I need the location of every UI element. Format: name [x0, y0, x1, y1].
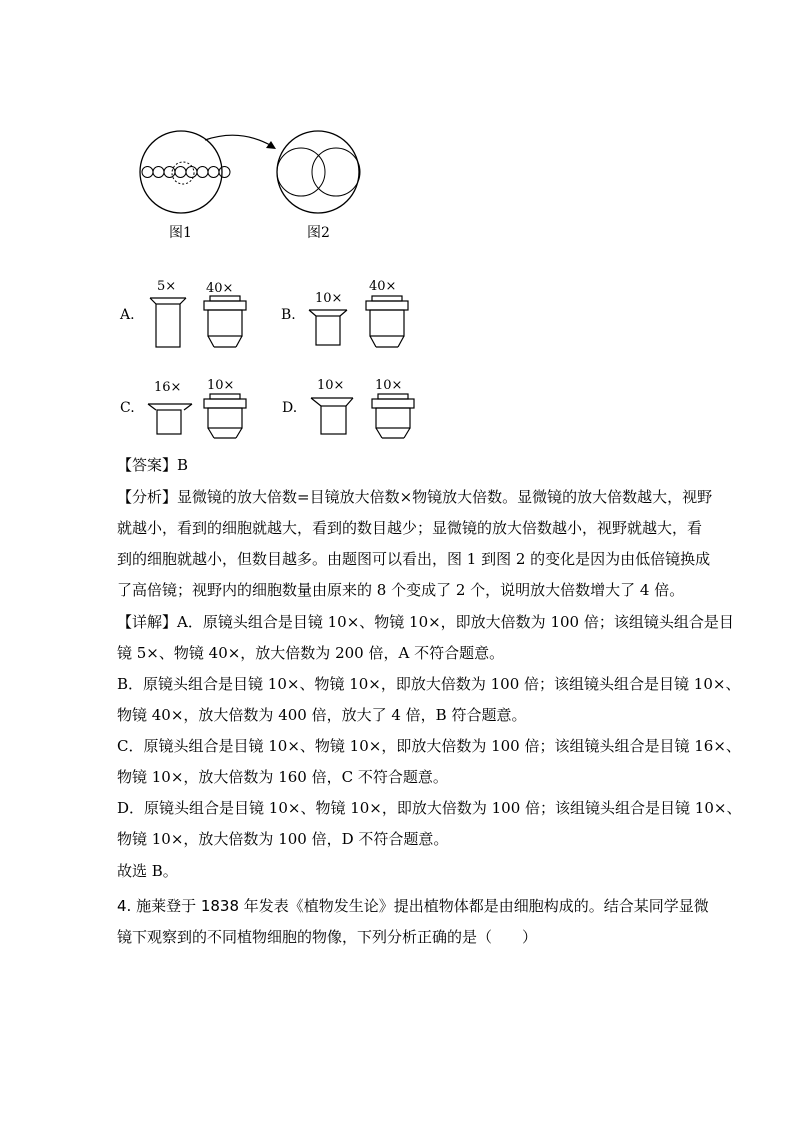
detail-line: 物镜 40×，放大倍数为 400 倍，放大了 4 倍，B 符合题意。 [117, 706, 527, 724]
detail-line: 物镜 10×，放大倍数为 160 倍，C 不符合题意。 [117, 768, 448, 786]
detail-line: 物镜 10×，放大倍数为 100 倍，D 不符合题意。 [117, 830, 449, 848]
option-c-eyepiece [148, 404, 192, 434]
option-d-letter: D. [282, 400, 298, 416]
analysis-line: 【分析】显微镜的放大倍数=目镜放大倍数×物镜放大倍数。显微镜的放大倍数越大，视野 [117, 488, 713, 506]
option-b-objective-label: 40× [369, 279, 397, 294]
option-c-letter: C. [120, 400, 135, 416]
analysis-line: 就越小，看到的细胞就越大，看到的数目越少；显微镜的放大倍数越小，视野就越大，看 [117, 519, 703, 537]
option-a-letter: A. [120, 307, 135, 323]
option-c-objective [204, 394, 246, 438]
answer-line: 【答案】B [117, 456, 189, 474]
option-b-letter: B. [281, 307, 296, 323]
question-4-line: 镜下观察到的不同植物细胞的物像，下列分析正确的是（ ） [117, 928, 538, 946]
option-a-objective [204, 296, 246, 347]
figure-1-caption: 图1 [169, 225, 192, 241]
option-d-eyepiece-label: 10× [317, 378, 345, 393]
option-d-eyepiece [311, 398, 353, 434]
analysis-line: 到的细胞就越小，但数目越多。由题图可以看出，图 1 到图 2 的变化是因为由低倍镜换成 [117, 550, 711, 568]
option-d-objective [372, 394, 414, 438]
detail-line: 【详解】A．原镜头组合是目镜 10×、物镜 10×，即放大倍数为 100 倍；该组镜头组合是目 [117, 613, 734, 631]
option-c-eyepiece-label: 16× [154, 380, 182, 395]
option-b-eyepiece-label: 10× [315, 291, 343, 306]
option-b-eyepiece [309, 310, 347, 345]
option-a-eyepiece [150, 298, 186, 347]
option-b-objective [366, 296, 408, 347]
option-a-objective-label: 40× [206, 281, 234, 296]
conclusion-line: 故选 B。 [117, 862, 178, 880]
option-a-eyepiece-label: 5× [157, 279, 177, 294]
option-d-objective-label: 10× [375, 378, 403, 393]
analysis-line: 了高倍镜；视野内的细胞数量由原来的 8 个变成了 2 个，说明放大倍数增大了 4 倍。 [117, 581, 685, 599]
detail-line: B．原镜头组合是目镜 10×、物镜 10×，即放大倍数为 100 倍；该组镜头组合是目镜 10×、 [117, 675, 741, 693]
figure-2-caption: 图2 [307, 225, 330, 241]
detail-line: 镜 5×、物镜 40×，放大倍数为 200 倍，A 不符合题意。 [117, 644, 505, 662]
question-4-line: 4. 施莱登于 1838 年发表《植物发生论》提出植物体都是由细胞构成的。结合某同学显微 [117, 897, 709, 915]
option-c-objective-label: 10× [207, 378, 235, 393]
detail-line: D．原镜头组合是目镜 10×、物镜 10×，即放大倍数为 100 倍；该组镜头组合是目镜 10×、 [117, 799, 742, 817]
detail-line: C．原镜头组合是目镜 10×、物镜 10×，即放大倍数为 100 倍；该组镜头组合是目镜 16×、 [117, 737, 741, 755]
